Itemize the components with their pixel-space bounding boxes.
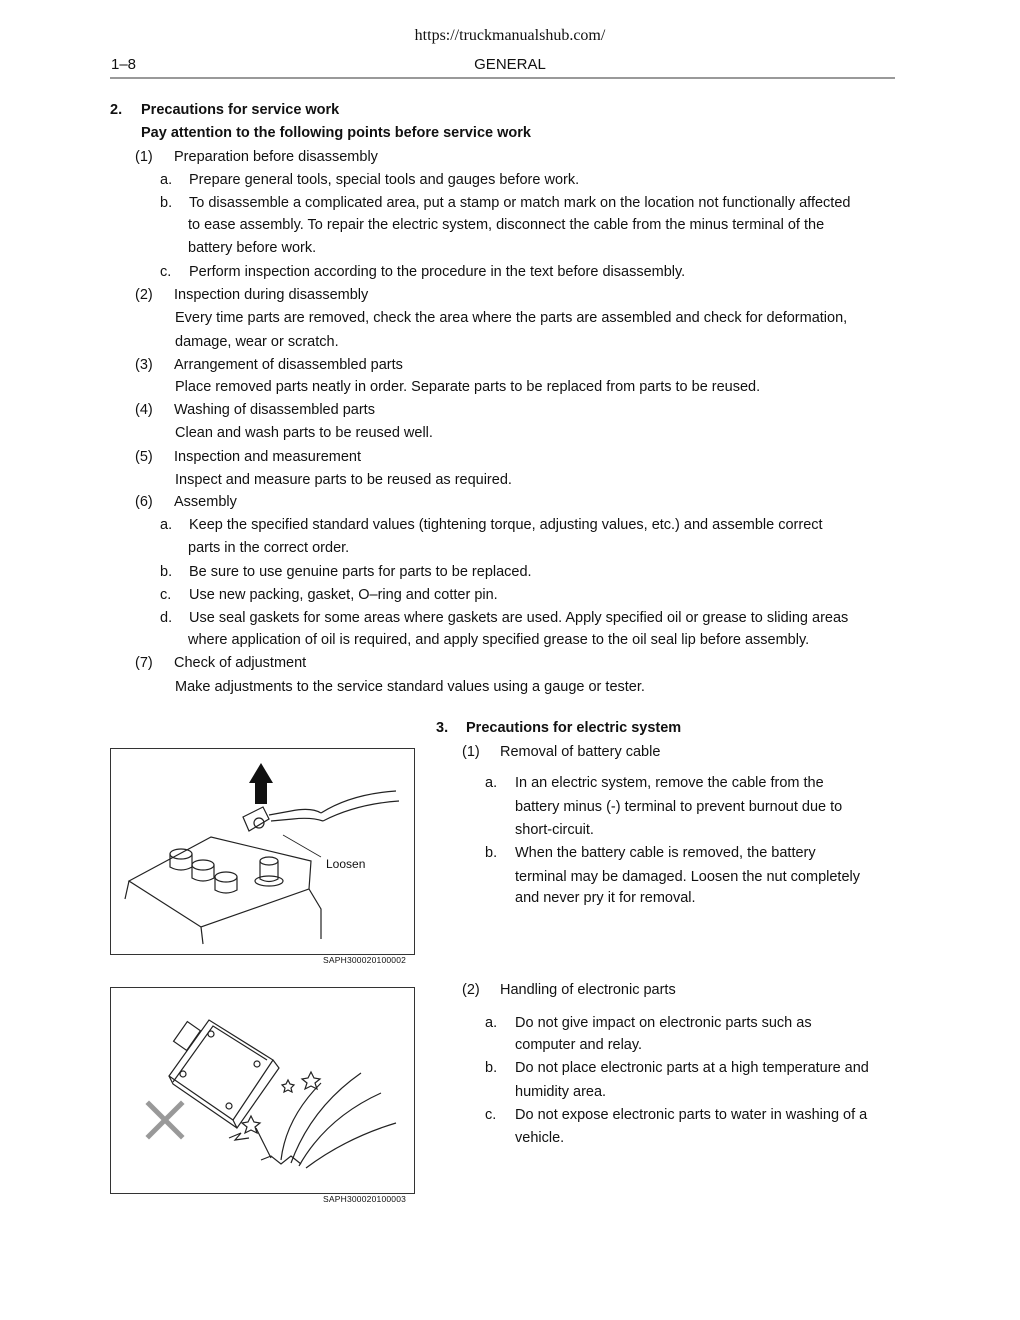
item-number: (5) xyxy=(135,449,153,465)
sub-letter: a. xyxy=(485,1015,498,1031)
sub-text: terminal may be damaged. Loosen the nut completely xyxy=(515,869,860,885)
sub-letter: b. xyxy=(485,1060,498,1076)
sub-text: battery minus (-) terminal to prevent burnout due to xyxy=(515,799,843,815)
item-number: (1) xyxy=(135,149,153,165)
sub-text: Do not give impact on electronic parts such as xyxy=(515,1015,812,1031)
item-title: Handling of electronic parts xyxy=(500,982,676,998)
sub-text: short-circuit. xyxy=(515,822,594,838)
item-title: Assembly xyxy=(174,494,237,510)
header-rule xyxy=(110,77,895,79)
sub-text: and never pry it for removal. xyxy=(515,890,696,906)
arrow-up-icon xyxy=(249,763,273,804)
figure-electronic-parts xyxy=(110,987,415,1194)
figure-battery-cable xyxy=(110,748,415,955)
item-number: (4) xyxy=(135,402,153,418)
sub-text: where application of oil is required, and apply specified grease to the oil seal lip before assembly. xyxy=(188,632,810,648)
sub-text: to ease assembly. To repair the electric system, disconnect the cable from the minus terminal of the xyxy=(188,217,825,233)
sub-text: To disassemble a complicated area, put a stamp or match mark on the location not functionally affected xyxy=(189,195,851,211)
figure-code: SAPH300020100003 xyxy=(323,1194,407,1204)
cross-mark-icon xyxy=(149,1104,181,1136)
sub-text: Use new packing, gasket, O–ring and cotter pin. xyxy=(189,587,498,603)
sub-letter: a. xyxy=(160,172,173,188)
item-body: Make adjustments to the service standard values using a gauge or tester. xyxy=(175,679,645,695)
section-3-title: Precautions for electric system xyxy=(466,720,682,736)
item-number: (6) xyxy=(135,494,153,510)
item-number: (3) xyxy=(135,357,153,373)
sub-text: Perform inspection according to the procedure in the text before disassembly. xyxy=(189,264,686,280)
page-number: 1–8 xyxy=(111,56,137,73)
sub-letter: c. xyxy=(160,264,172,280)
sub-text: parts in the correct order. xyxy=(188,540,350,556)
sub-letter: b. xyxy=(160,195,173,211)
figure-code: SAPH300020100002 xyxy=(323,955,407,965)
sub-text: Do not expose electronic parts to water in washing of a xyxy=(515,1107,868,1123)
item-body: Inspect and measure parts to be reused as required. xyxy=(175,472,512,488)
section-title: GENERAL xyxy=(474,56,546,73)
section-3-number: 3. xyxy=(436,720,449,736)
section-2-subtitle: Pay attention to the following points before service work xyxy=(141,125,531,141)
item-title: Inspection during disassembly xyxy=(174,287,369,303)
item-title: Inspection and measurement xyxy=(174,449,361,465)
sub-text: humidity area. xyxy=(515,1084,607,1100)
sub-letter: a. xyxy=(485,775,498,791)
item-title: Removal of battery cable xyxy=(500,744,661,760)
section-2-number: 2. xyxy=(110,102,123,118)
item-number: (2) xyxy=(462,982,480,998)
item-title: Check of adjustment xyxy=(174,655,307,671)
sub-letter: c. xyxy=(160,587,172,603)
section-2-title: Precautions for service work xyxy=(141,102,340,118)
item-body: Every time parts are removed, check the area where the parts are assembled and check for deformation, xyxy=(175,310,848,326)
sub-letter: b. xyxy=(485,845,498,861)
sub-text: battery before work. xyxy=(188,240,317,256)
item-title: Arrangement of disassembled parts xyxy=(174,357,403,373)
sub-text: Use seal gaskets for some areas where gaskets are used. Apply specified oil or grease to sliding areas xyxy=(189,610,849,626)
item-title: Preparation before disassembly xyxy=(174,149,378,165)
sub-letter: d. xyxy=(160,610,173,626)
item-body: Place removed parts neatly in order. Separate parts to be replaced from parts to be reused. xyxy=(175,379,761,395)
item-title: Washing of disassembled parts xyxy=(174,402,375,418)
sub-text: Keep the specified standard values (tightening torque, adjusting values, etc.) and assemble correct xyxy=(189,517,823,533)
sub-letter: a. xyxy=(160,517,173,533)
sub-text: Do not place electronic parts at a high temperature and xyxy=(515,1060,869,1076)
electronic-part-impact-illustration xyxy=(111,988,414,1193)
item-number: (7) xyxy=(135,655,153,671)
sub-text: vehicle. xyxy=(515,1130,565,1146)
item-body: Clean and wash parts to be reused well. xyxy=(175,425,433,441)
item-number: (1) xyxy=(462,744,480,760)
source-url[interactable]: https://truckmanualshub.com/ xyxy=(414,27,606,44)
item-body: damage, wear or scratch. xyxy=(175,334,339,350)
sub-text: Prepare general tools, special tools and gauges before work. xyxy=(189,172,580,188)
sub-letter: b. xyxy=(160,564,173,580)
sub-letter: c. xyxy=(485,1107,497,1123)
figure-label-loosen: Loosen xyxy=(326,857,366,871)
sub-text: computer and relay. xyxy=(515,1037,643,1053)
sub-text: Be sure to use genuine parts for parts to be replaced. xyxy=(189,564,532,580)
battery-cable-illustration xyxy=(111,749,414,954)
sub-text: When the battery cable is removed, the battery xyxy=(515,845,816,861)
sub-text: In an electric system, remove the cable from the xyxy=(515,775,824,791)
item-number: (2) xyxy=(135,287,153,303)
